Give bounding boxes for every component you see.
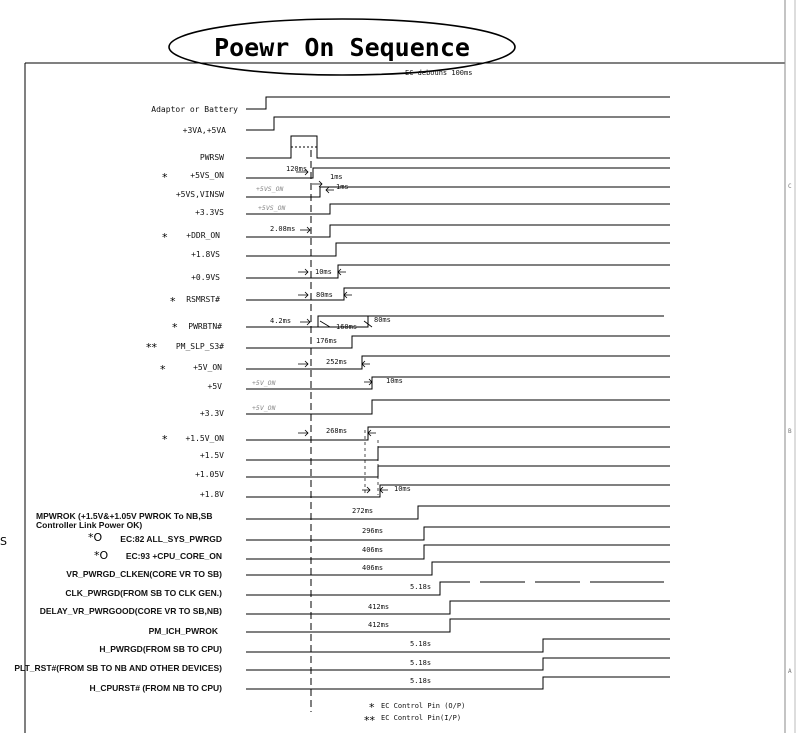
marker-5v-on: * xyxy=(160,363,166,376)
arrow-10ms-a2 xyxy=(338,269,346,275)
wave-5v-on xyxy=(246,356,670,369)
signal-label-h-pwrgd: H_PWRGD(FROM SB TO CPU) xyxy=(99,644,222,654)
ghost-5v-on-2: +5V_ON xyxy=(252,404,276,412)
marker-slp-s3: ** xyxy=(146,341,157,354)
signal-label-1-8vs: +1.8VS xyxy=(191,250,220,259)
arrow-4-2ms xyxy=(300,319,310,325)
signal-label-mpwrok: MPWROK (+1.5V&+1.05V PWROK To NB,SB xyxy=(36,511,213,521)
timing-4-2ms: 4.2ms xyxy=(270,317,292,325)
timing-412ms-b: 412ms xyxy=(368,621,390,629)
signal-label-1-5v: +1.5V xyxy=(199,451,224,460)
ec-debounce-note: EC debouns 100ms xyxy=(405,69,473,77)
timing-272ms: 272ms xyxy=(352,507,374,515)
signal-label-pwrbtn: PWRBTN# xyxy=(188,322,222,331)
left-margin-char: S xyxy=(0,535,7,548)
wave-1-05v xyxy=(246,466,670,477)
timing-1ms-a: 1ms xyxy=(330,173,343,181)
signal-labels xyxy=(14,105,238,693)
arrow-10ms-b xyxy=(364,379,372,385)
ghost-5vs-on-1: +5VS_ON xyxy=(256,185,284,193)
arrow-10ms-a xyxy=(298,269,308,275)
signal-label-5v-on: +5V_ON xyxy=(193,363,222,372)
wave-mpwrok xyxy=(246,506,670,519)
wave-pwrsw xyxy=(246,136,670,158)
timing-160ms: 160ms xyxy=(336,323,358,331)
wave-clk-pwrgd xyxy=(246,582,664,595)
wave-delay-vr-pwrgood xyxy=(246,601,670,614)
wave-1-8vs xyxy=(246,243,670,256)
signal-label-rsmrst: RSMRST# xyxy=(186,295,220,304)
marker-cpu-core-on: *O xyxy=(94,549,109,562)
ghost-5vs-on-2: +5VS_ON xyxy=(258,204,286,212)
signal-label-5v: +5V xyxy=(207,382,222,391)
signal-label-1-05v: +1.05V xyxy=(195,470,224,479)
waveforms xyxy=(246,97,670,689)
arrow-268ms-2 xyxy=(368,430,376,436)
wave-ddr-on xyxy=(246,225,670,237)
legend xyxy=(364,701,465,727)
wave-5vs-vinsw xyxy=(246,187,670,197)
wave-3-3v xyxy=(246,400,670,414)
marker-pwrbtn: * xyxy=(172,321,178,334)
wave-cpu-core-on xyxy=(246,545,670,559)
timing-176ms: 176ms xyxy=(316,337,338,345)
signal-label-cpu-core-on: EC:93 +CPU_CORE_ON xyxy=(125,551,222,561)
signal-label-plt-rst: PLT_RST#(FROM SB TO NB AND OTHER DEVICES) xyxy=(14,663,222,673)
wave-h-cpurst xyxy=(246,677,670,689)
timing-120ms: 120ms xyxy=(286,165,308,173)
timing-80ms-b: 80ms xyxy=(374,316,391,324)
wave-adaptor xyxy=(246,97,670,109)
timing-1ms-b: 1ms xyxy=(336,183,349,191)
wave-all-sys-pwrgd xyxy=(246,527,670,540)
timing-80ms-a: 80ms xyxy=(316,291,333,299)
timing-10ms-a: 10ms xyxy=(315,268,332,276)
ghost-5v-on-1: +5V_ON xyxy=(252,379,276,387)
wave-rsmrst xyxy=(246,288,670,300)
arrow-2-08ms xyxy=(300,227,310,233)
timing-412ms-a: 412ms xyxy=(368,603,390,611)
wave-vr-pwrgd-clken xyxy=(246,562,670,575)
marker-ddr-on: * xyxy=(162,231,168,244)
wave-1-5v xyxy=(246,447,670,460)
timing-252ms: 252ms xyxy=(326,358,348,366)
wave-plt-rst xyxy=(246,658,670,670)
timing-10ms-c: 10ms xyxy=(394,485,411,493)
signal-label-pm-ich-pwrok: PM_ICH_PWROK xyxy=(148,626,218,636)
wave-slp-s3 xyxy=(246,336,670,348)
timing-arrows xyxy=(296,169,388,493)
diagram-title: Poewr On Sequence xyxy=(214,33,470,62)
timing-2-08ms: 2.08ms xyxy=(270,225,296,233)
arrow-1ms-a xyxy=(312,181,322,187)
signal-label-h-cpurst: H_CPURST# (FROM NB TO CPU) xyxy=(89,683,222,693)
signal-label-clk-pwrgd: CLK_PWRGD(FROM SB TO CLK GEN.) xyxy=(65,588,222,598)
wave-5v xyxy=(246,377,670,389)
marker-all-sys-pwrgd: *O xyxy=(88,531,103,544)
timing-5-18s-b: 5.18s xyxy=(410,640,432,648)
right-tick-a: A xyxy=(788,668,792,675)
legend-star-double: ** xyxy=(364,714,375,727)
arrow-10ms-c xyxy=(362,487,370,493)
arrow-252ms-2 xyxy=(362,361,370,367)
arrow-80ms-a xyxy=(298,292,308,298)
wave-3va xyxy=(246,117,670,130)
legend-label-output: EC Control Pin (O/P) xyxy=(381,702,466,710)
signal-label-1-8v: +1.8V xyxy=(199,490,224,499)
legend-star-single: * xyxy=(369,701,375,714)
wave-3-3vs xyxy=(246,204,670,214)
timing-10ms-b: 10ms xyxy=(386,377,403,385)
signal-label-mpwrok-2: Controller Link Power OK) xyxy=(36,520,143,530)
wave-pwrbtn-high xyxy=(246,316,664,327)
arrow-80ms-a2 xyxy=(344,292,352,298)
timing-406ms-b: 406ms xyxy=(362,564,384,572)
timing-5-18s-a: 5.18s xyxy=(410,583,432,591)
wave-pm-ich-pwrok xyxy=(246,619,670,632)
signal-label-0-9vs: +0.9VS xyxy=(191,273,220,282)
marker-rsmrst: * xyxy=(170,295,176,308)
arrow-268ms xyxy=(298,430,308,436)
arrow-1ms-b xyxy=(326,187,334,193)
signal-label-1-5v-on: +1.5V_ON xyxy=(185,434,224,443)
legend-label-input: EC Control Pin(I/P) xyxy=(381,714,462,722)
signal-label-5vs-vinsw: +5VS,VINSW xyxy=(175,190,224,199)
signal-label-3va: +3VA,+5VA xyxy=(182,126,226,135)
wave-5vs-on xyxy=(246,168,670,178)
right-tick-c: C xyxy=(788,183,792,190)
wave-1-5v-on xyxy=(246,427,670,440)
signal-label-3-3vs: +3.3VS xyxy=(195,208,224,217)
timing-406ms-a: 406ms xyxy=(362,546,384,554)
wave-h-pwrgd xyxy=(246,639,670,652)
signal-label-5vs-on: +5VS_ON xyxy=(190,171,224,180)
timing-5-18s-d: 5.18s xyxy=(410,677,432,685)
signal-label-ddr-on: +DDR_ON xyxy=(186,231,220,240)
right-tick-b: B xyxy=(788,428,792,435)
wave-0-9vs xyxy=(246,265,670,278)
timing-296ms: 296ms xyxy=(362,527,384,535)
ec-markers xyxy=(88,171,178,562)
marker-5vs-on: * xyxy=(162,171,168,184)
signal-label-all-sys-pwrgd: EC:82 ALL_SYS_PWRGD xyxy=(120,534,222,544)
signal-label-adaptor: Adaptor or Battery xyxy=(151,105,238,114)
signal-label-vr-pwrgd-clken: VR_PWRGD_CLKEN(CORE VR TO SB) xyxy=(66,569,222,579)
marker-1-5v-on: * xyxy=(162,433,168,446)
arrow-252ms xyxy=(298,361,308,367)
signal-label-slp-s3: PM_SLP_S3# xyxy=(175,342,224,351)
timing-5-18s-c: 5.18s xyxy=(410,659,432,667)
timing-268ms: 268ms xyxy=(326,427,348,435)
signal-label-delay-vr-pwrgood: DELAY_VR_PWRGOOD(CORE VR TO SB,NB) xyxy=(39,606,222,616)
signal-label-3-3v: +3.3V xyxy=(199,409,224,418)
arrow-10ms-c2 xyxy=(380,487,388,493)
signal-label-pwrsw: PWRSW xyxy=(199,153,224,162)
wave-1-8v xyxy=(246,485,670,497)
